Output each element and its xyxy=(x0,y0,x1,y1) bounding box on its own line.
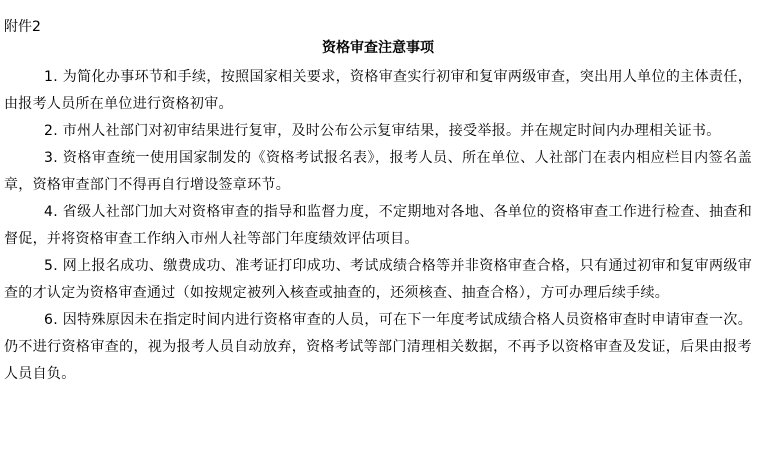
paragraph-5: 5. 网上报名成功、缴费成功、准考证打印成功、考试成绩合格等并非资格审查合格，只有通过初审和复审两级审查的才认定为资格审查通过（如按规定被列入核查或抽查的，还须核查、抽查合格），方可办理后续手续。 xyxy=(4,258,752,301)
attachment-label: 附件2 xyxy=(4,19,41,35)
document-title: 资格审查注意事项 xyxy=(322,40,434,56)
paragraph-2: 2. 市州人社部门对初审结果进行复审，及时公布公示复审结果，接受举报。并在规定时间内办理相关证书。 xyxy=(44,123,721,139)
paragraph-4: 4. 省级人社部门加大对资格审查的指导和监督力度，不定期地对各地、各单位的资格审查工作进行检查、抽查和督促，并将资格审查工作纳入市州人社等部门年度绩效评估项目。 xyxy=(4,204,752,247)
paragraph-3: 3. 资格审查统一使用国家制发的《资格考试报名表》，报考人员、所在单位、人社部门在表内相应栏目内签名盖章，资格审查部门不得再自行增设签章环节。 xyxy=(4,150,752,193)
paragraph-1: 1. 为简化办事环节和手续，按照国家相关要求，资格审查实行初审和复审两级审查，突出用人单位的主体责任，由报考人员所在单位进行资格初审。 xyxy=(4,69,752,112)
paragraph-6: 6. 因特殊原因未在指定时间内进行资格审查的人员，可在下一年度考试成绩合格人员资格审查时申请审查一次。仍不进行资格审查的，视为报考人员自动放弃，资格考试等部门清理相关数据，不再予以资格审查及发证，后果由报考人员自负。 xyxy=(4,312,752,382)
